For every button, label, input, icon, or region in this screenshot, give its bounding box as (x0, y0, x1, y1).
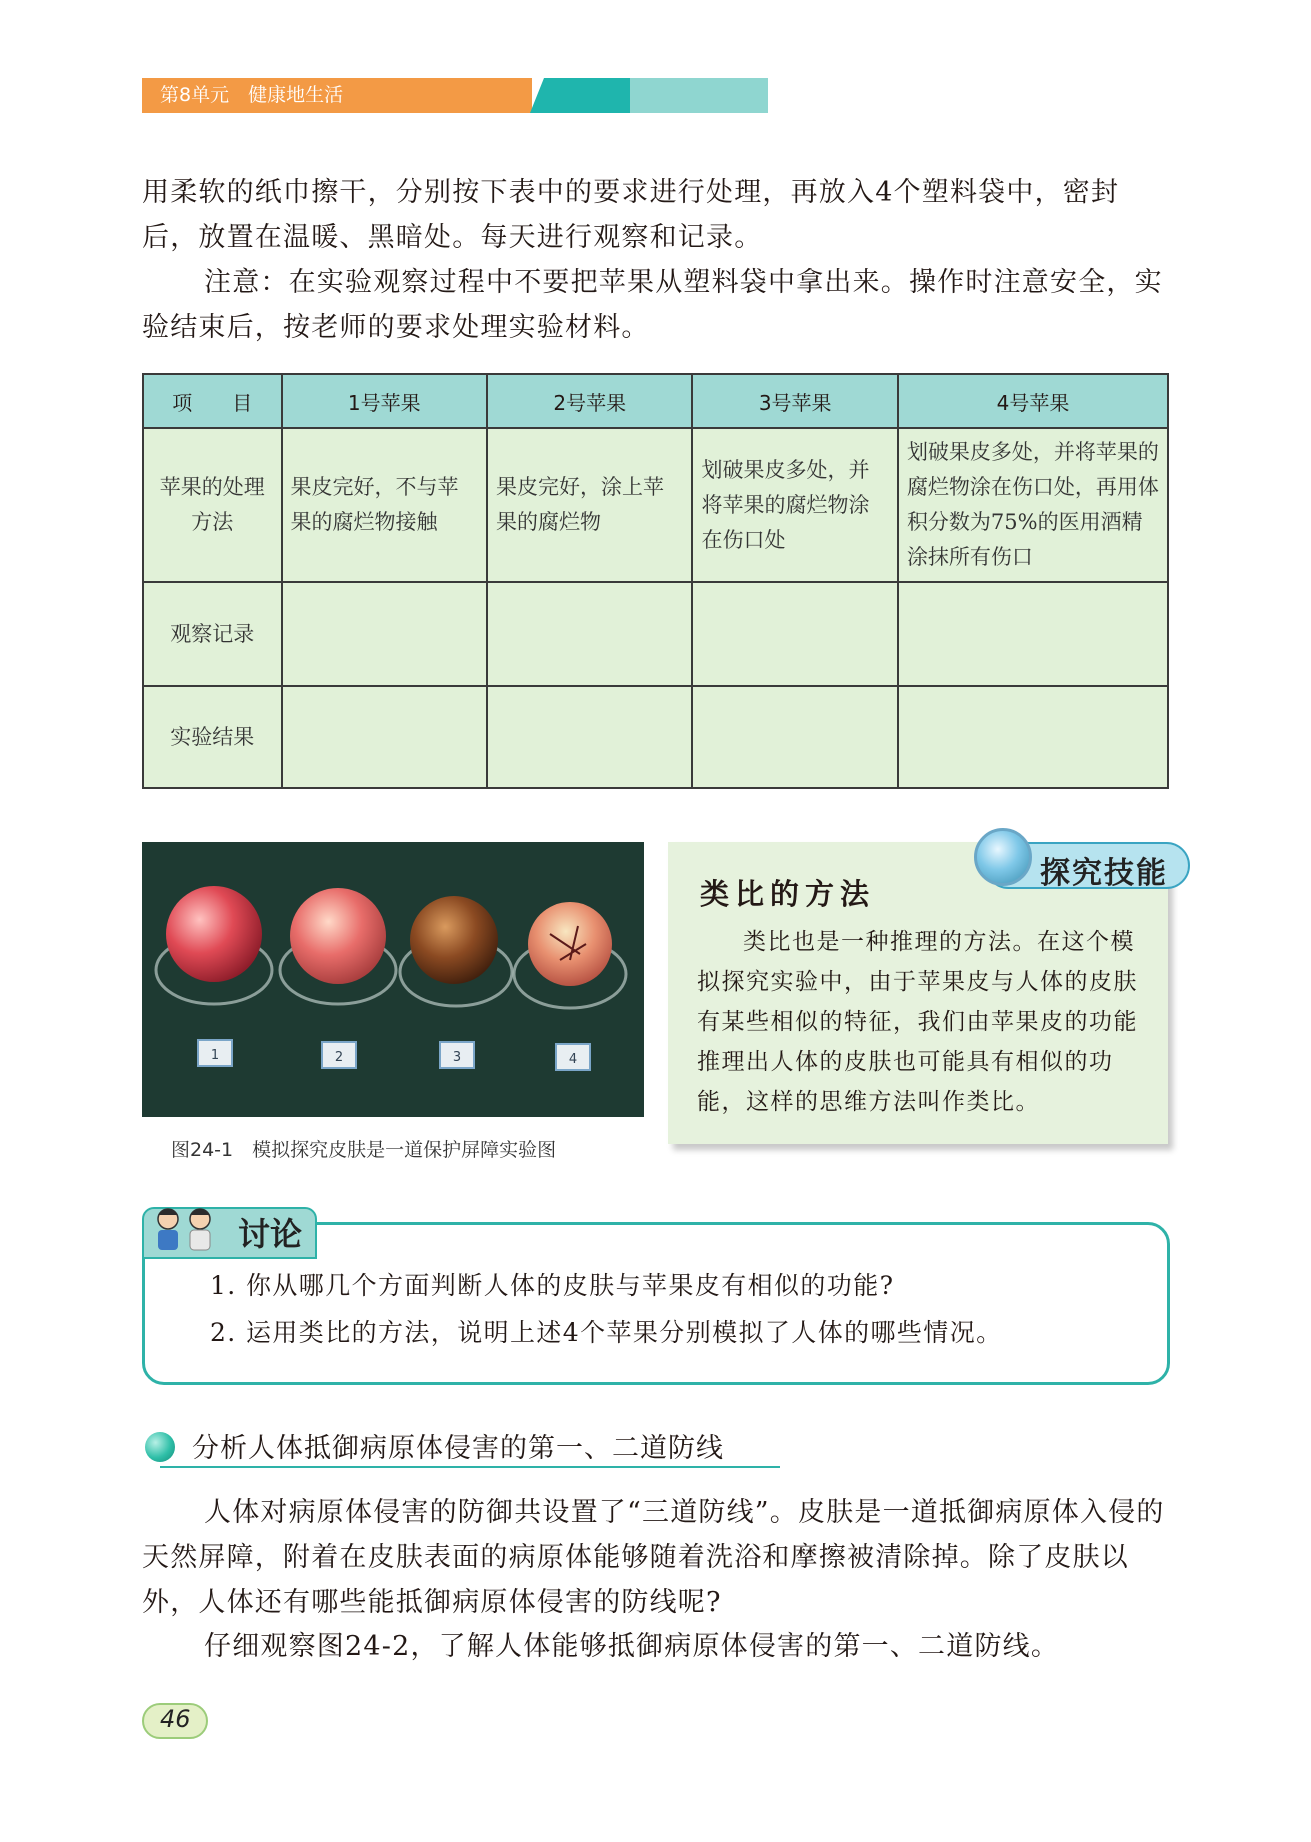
table-header-cell: 4号苹果 (898, 374, 1168, 428)
table-cell-empty (692, 686, 897, 788)
skill-text: 类比也是一种推理的方法。在这个模拟探究实验中，由于苹果皮与人体的皮肤有某些相似的特征，我们由苹果皮的功能推理出人体的皮肤也可能具有相似的功能，这样的思维方法叫作类比。 (697, 929, 1138, 1115)
table-header-row (143, 374, 1168, 428)
table-cell: 果皮完好，不与苹果的腐烂物接触 (282, 428, 487, 582)
figure-caption: 图24-1 模拟探究皮肤是一道保护屏障实验图 (171, 1139, 557, 1161)
table-cell-empty (898, 686, 1168, 788)
running-header (160, 82, 343, 108)
skill-badge-label: 探究技能 (1040, 856, 1168, 891)
apple-experiment-photo (142, 842, 644, 1117)
paragraph-observe: 仔细观察图24-2，了解人体能够抵御病原体侵害的第一、二道防线。 (204, 1631, 1060, 1662)
discussion-label: 讨论 (238, 1215, 303, 1253)
table-cell: 划破果皮多处，并将苹果的腐烂物涂在伤口处，再用体积分数为75%的医用酒精涂抹所有伤口 (898, 428, 1168, 582)
section-bullet-icon (145, 1432, 175, 1462)
skill-title: 类比的方法 (700, 877, 876, 911)
page-number: 46 (160, 1705, 191, 1733)
paragraph-note: 注意：在实验观察过程中不要把苹果从塑料袋中拿出来。操作时注意安全，实验结束后，按老师的要求处理实验材料。 (142, 267, 1163, 343)
table-header-cell: 3号苹果 (692, 374, 897, 428)
row-label-treatment: 苹果的处理方法 (143, 428, 282, 582)
section-underline (160, 1466, 780, 1468)
apple-label-2: 2 (334, 1050, 344, 1065)
apple-label-1: 1 (210, 1048, 220, 1063)
unit-title: 健康地生活 (248, 84, 344, 106)
table-cell: 果皮完好，涂上苹果的腐烂物 (487, 428, 692, 582)
header-bar-light (630, 78, 768, 113)
unit-label: 第8单元 (160, 84, 230, 106)
apple-label-4: 4 (568, 1052, 578, 1067)
list-item: 2. 运用类比的方法，说明上述4个苹果分别模拟了人体的哪些情况。 (210, 1318, 1003, 1347)
students-icon (148, 1203, 228, 1251)
table-row (143, 686, 1168, 788)
list-item: 1. 你从哪几个方面判断人体的皮肤与苹果皮有相似的功能? (210, 1271, 895, 1300)
paragraph-procedure: 用柔软的纸巾擦干，分别按下表中的要求进行处理，再放入4个塑料袋中，密封后，放置在温暖、黑暗处。每天进行观察和记录。 (142, 177, 1120, 253)
magnifier-globe-icon (974, 828, 1032, 886)
table-row (143, 428, 1168, 582)
table-row (143, 582, 1168, 686)
discussion-list (210, 1262, 1003, 1356)
table-cell-empty (692, 582, 897, 686)
experiment-table (142, 373, 1169, 789)
table-cell-empty (487, 582, 692, 686)
table-header-cell: 1号苹果 (282, 374, 487, 428)
table-cell-empty (487, 686, 692, 788)
table-cell-empty (898, 582, 1168, 686)
table-header-cell: 2号苹果 (487, 374, 692, 428)
paragraph-defense: 人体对病原体侵害的防御共设置了“三道防线”。皮肤是一道抵御病原体入侵的天然屏障，附着在皮肤表面的病原体能够随着洗浴和摩擦被清除掉。除了皮肤以外，人体还有哪些能抵御病原体侵害的防线呢? (142, 1497, 1165, 1618)
row-label-result: 实验结果 (143, 686, 282, 788)
table-cell-empty (282, 582, 487, 686)
table-header-cell: 项 目 (143, 374, 282, 428)
table-cell-empty (282, 686, 487, 788)
apple-label-3: 3 (452, 1050, 462, 1065)
row-label-observation: 观察记录 (143, 582, 282, 686)
table-cell: 划破果皮多处，并将苹果的腐烂物涂在伤口处 (692, 428, 897, 582)
apple-photo-illustration (142, 842, 644, 1117)
section-title: 分析人体抵御病原体侵害的第一、二道防线 (192, 1433, 724, 1464)
